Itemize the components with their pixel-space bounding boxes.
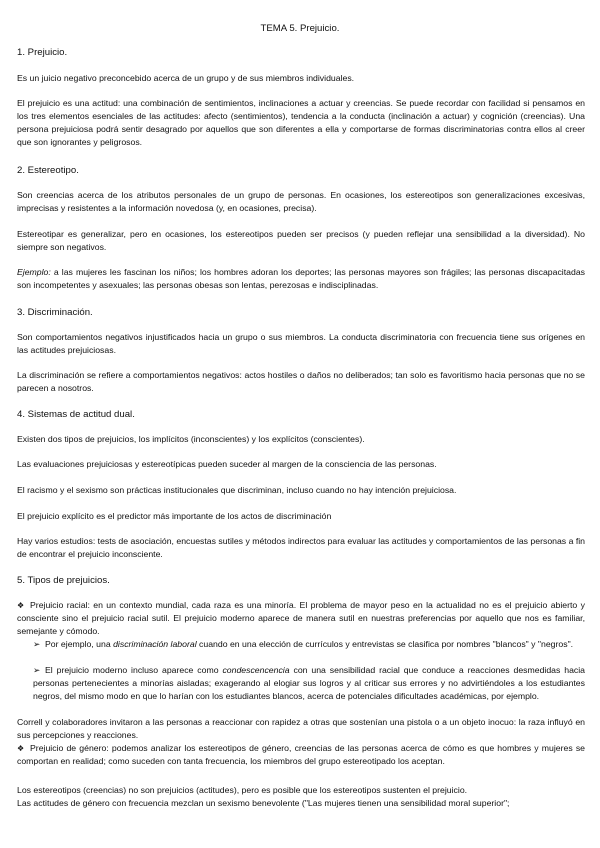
sub-list-item: [33, 664, 585, 703]
sub-item-text: Por ejemplo, una: [45, 639, 114, 649]
section-heading-prejuicio: 1. Prejuicio.: [17, 47, 68, 58]
section-heading-estereotipo: 2. Estereotipo.: [17, 165, 79, 176]
sub-item-text: El prejuicio moderno incluso aparece como: [45, 665, 223, 675]
example-text: a las mujeres les fascinan los niños; los hombres adoran los deportes; las personas mayores son frágiles; las personas discapacitadas son incompetentes y asexuales; las personas obesas son lentas, perezosas e indisciplinadas.: [17, 267, 585, 290]
paragraph: Los estereotipos (creencias) no son prejuicios (actitudes), pero es posible que los estereotipos sustenten el prejuicio.: [17, 785, 468, 795]
arrow-bullet-icon: ➢: [33, 639, 41, 649]
sub-item-text: con una sensibilidad racial que conduce a reacciones desmedidas hacia personas pertenecientes a minorías aisladas; exagerando al elogiar sus logros y al criticar sus errores y no advirtiéndoles a los estudiantes negros, del mismo modo en que lo harían con los estudiantes blancos, acerca de potenciales dificultades académicas, por ejemplo.: [33, 665, 586, 701]
paragraph: La discriminación se refiere a comportamientos negativos: actos hostiles o daños no deliberados; tan solo es favoritismo hacia personas que no se parecen a nosotros.: [17, 370, 585, 393]
section-heading-tipos: 5. Tipos de prejuicios.: [17, 575, 110, 586]
paragraph: Son comportamientos negativos injustificados hacia un grupo o sus miembros. La conducta discriminatoria con frecuencia tiene sus orígenes en las actitudes prejuiciosas.: [17, 332, 585, 355]
list-item-prejuicio-racial: [17, 599, 585, 638]
paragraph: Correll y colaboradores invitaron a las personas a reaccionar con rapidez a otras que sostenían una pistola o a un objeto inocuo: la raza influyó en sus percepciones y reacciones.: [17, 717, 585, 740]
paragraph: Las evaluaciones prejuiciosas y estereotípicas pueden suceder al margen de la consciencia de las personas.: [17, 459, 437, 469]
sub-item-emphasis: condescencencia: [222, 665, 290, 675]
list-item-text: Prejuicio de género: podemos analizar los estereotipos de género, creencias de las personas acerca de cómo es que hombres y mujeres se comportan en realidad; como suceden con tanta frecuencia, los miembros del grupo estereotipado los aceptan.: [17, 743, 585, 766]
section-heading-sistemas: 4. Sistemas de actitud dual.: [17, 409, 135, 420]
diamond-bullet-icon: ❖: [17, 744, 25, 753]
paragraph: Hay varios estudios: tests de asociación, encuestas sutiles y métodos indirectos para evaluar las actitudes y comportamientos de las personas a fin de encontrar el prejuicio inconsciente.: [17, 536, 585, 559]
paragraph: Es un juicio negativo preconcebido acerca de un grupo y de sus miembros individuales.: [17, 73, 355, 83]
list-item-prejuicio-genero: [17, 742, 585, 768]
paragraph: El racismo y el sexismo son prácticas institucionales que discriminan, incluso cuando no hay intención prejuiciosa.: [17, 485, 457, 495]
sub-item-text: cuando en una elección de currículos y entrevistas se clasifica por nombres "blancos" y "negros".: [196, 639, 574, 649]
arrow-bullet-icon: ➢: [33, 665, 41, 675]
example-label: Ejemplo:: [17, 267, 51, 277]
document-title: TEMA 5. Prejuicio.: [260, 23, 340, 34]
paragraph-example: [17, 266, 585, 292]
paragraph: El prejuicio explícito es el predictor más importante de los actos de discriminación: [17, 511, 332, 521]
paragraph: Estereotipar es generalizar, pero en ocasiones, los estereotipos pueden ser precisos (y pueden reflejar una sensibilidad a la diversidad). No siempre son negativos.: [17, 229, 585, 252]
section-heading-discriminacion: 3. Discriminación.: [17, 307, 93, 318]
paragraph: Las actitudes de género con frecuencia mezclan un sexismo benevolente ("Las mujeres tienen una sensibilidad moral superior";: [17, 798, 510, 808]
paragraph: Son creencias acerca de los atributos personales de un grupo de personas. En ocasiones, los estereotipos son generalizaciones excesivas, imprecisas y resistentes a la información novedosa (y, en ocasiones, precisa).: [17, 190, 585, 213]
paragraph: Existen dos tipos de prejuicios, los implícitos (inconscientes) y los explícitos (conscientes).: [17, 434, 365, 444]
diamond-bullet-icon: ❖: [17, 601, 25, 610]
paragraph: El prejuicio es una actitud: una combinación de sentimientos, inclinaciones a actuar y creencias. Se puede recordar con facilidad si pensamos en los tres elementos esenciales de las actitudes: afecto (sentimientos), tendencia a la conducta (inclinación a actuar) y cognición (creencias). Una persona prejuiciosa podrá sentir desagrado por aquellos que son diferentes a ella y comportarse de formas discriminatorias contra ellos al creer que son ignorantes y peligrosos.: [17, 98, 585, 147]
sub-item-emphasis: discriminación laboral: [113, 639, 197, 649]
list-item-text: Prejuicio racial: en un contexto mundial, cada raza es una minoría. El problema de mayor peso en la actualidad no es el prejuicio abierto y consciente sino el prejuicio racial sutil. El prejuicio moderno aparece de manera sutil en nuestras preferencias por aquello que nos es familiar, semejante y cómodo.: [17, 600, 585, 636]
sub-list-item: [33, 638, 585, 651]
